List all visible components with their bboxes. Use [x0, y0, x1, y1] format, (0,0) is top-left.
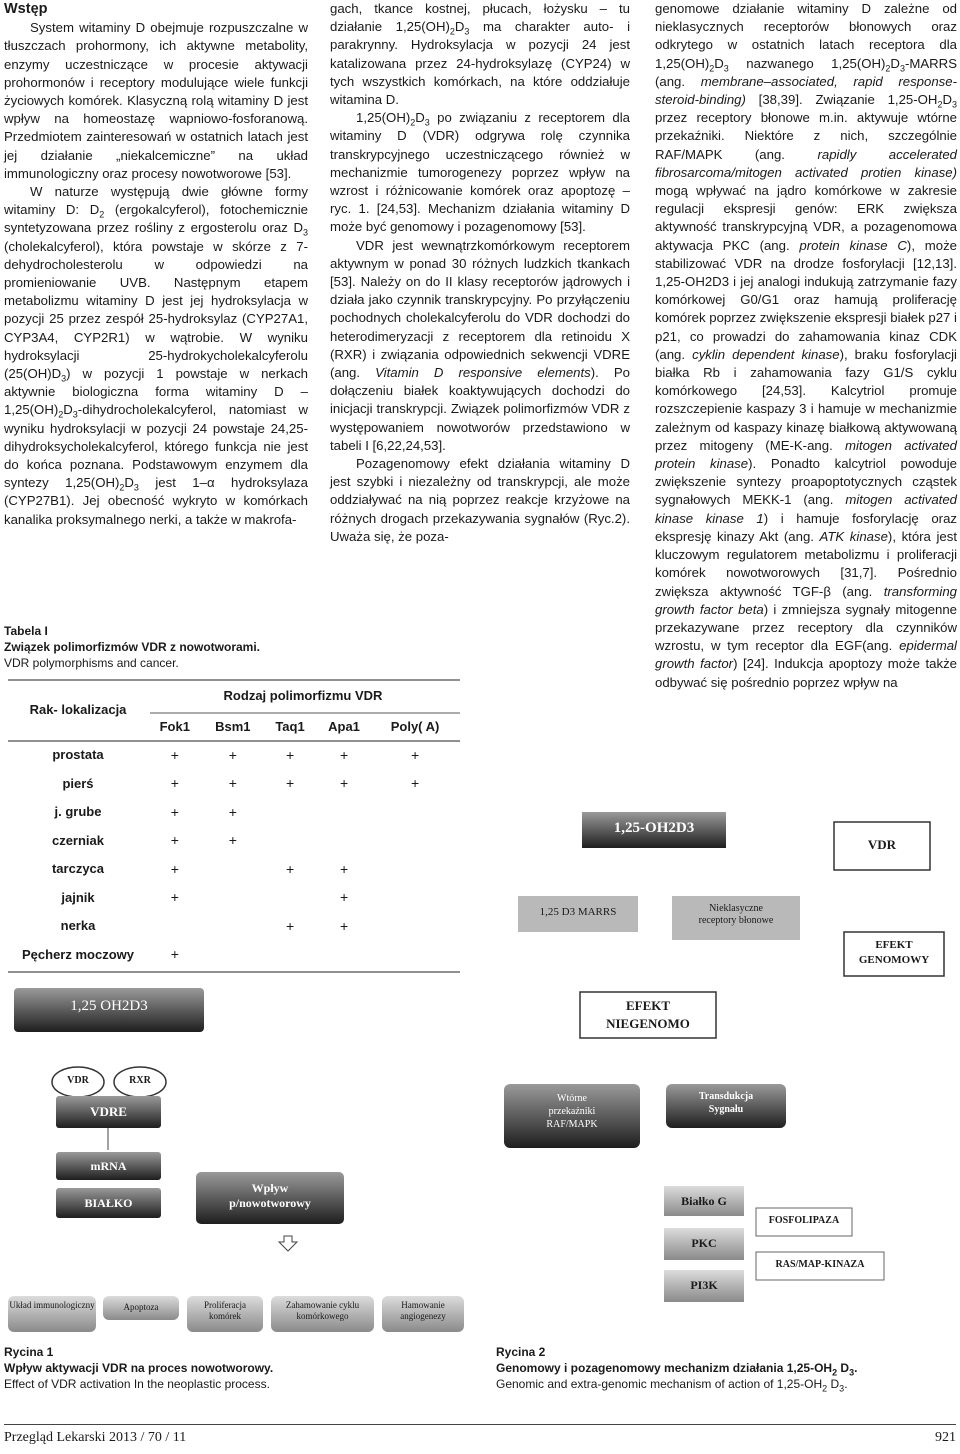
fig2-transdukcja-label: Transdukcja Sygnału	[698, 1091, 754, 1115]
fig2-title-en: Genomic and extra-genomic mechanism of action of $1,25-OH_2$ $D_3$.	[496, 1377, 848, 1394]
footer-rule	[4, 1424, 956, 1425]
table-row: pierś + + + + +	[62, 775, 420, 792]
paragraph: System witaminy D obejmuje rozpuszczalne w tłuszczach prohormony, ich aktywne metabolity, enzymy uczestniczące w procesie aktywacji prohormonów i receptory modulujące wiele funkcji życiowych komórek. Klasyczną rolą witaminy D jest wpływ na homeostazę wapniowo-fosforanową. Przedmiotem zainteresowań w ostatnich latach jest jej działanie „niekalcemiczne” na układ immunologiczny oraz procesy nowotworowe [53].	[4, 20, 308, 181]
fig1-bialko-label: BIAŁKO	[84, 1196, 133, 1210]
paragraph: $1,25(OH)_2D_3$ po związaniu z receptorem dla witaminy D (VDR) odgrywa rolę czynnika transkrypcyjnego uczestniczącego również w mechanizmie tumorogenezy poprzez wpływ na wzrost i różnicowanie komórek oraz apoptozę – ryc. 1. [24,53]. Mechanizm działania witaminy D może być genomowy i pozagenomowy [53].	[330, 110, 630, 235]
fig1-effect-4: Zahamowanie cyklu komórkowego	[285, 1300, 360, 1321]
fig1-top-label: 1,25 OH2D3	[70, 998, 148, 1014]
section-heading: Wstęp	[4, 1, 48, 17]
fig2-pkc-label: PKC	[691, 1236, 717, 1250]
table-col-header: Bsm1	[215, 718, 251, 734]
fig2-marrs-label: 1,25 D3 MARRS	[539, 906, 617, 918]
table-row-header: Rak- lokalizacja	[29, 701, 127, 717]
fig1-effect-3: Proliferacja komórek	[204, 1300, 246, 1321]
table-row: nerka + +	[60, 917, 349, 934]
table-col-header: Taq1	[275, 718, 305, 734]
table-title: Związek polimorfizmów VDR z nowotworami.	[4, 640, 261, 654]
paragraph: genomowe działanie witaminy D zależne od nieklasycznych receptorów błonowych oraz odkrytego w ostatnich latach receptora dla $1,25(OH)_2D_3$ nazwanego $1,25(OH)_2D_3$-MARRS (ang. membrane–associated, rapid response-steroid-binding) [38,39]. Związanie $1,25-OH_2D_3$ przez receptory błonowe m.in. aktywuje wtórne przekaźniki. Niektóre z nich, szczególnie RAF/MAPK (ang. rapidly accelerated fibrosarcoma/mitogen activated protien kinase) mogą wpływać na jądro komórkowe w zakresie regulacji ekspresji genów: ERK zwiększa aktywność transkrypcyjną VDR, a pozagenomowa aktywacja PKC (ang. protein kinase C), może stabilizować VDR na drodze fosforylacji [12,13]. 1,25-OH2D3 i jej analogi indukują zatrzymanie fazy komórkowej G0/G1 oraz hamują proliferację komórek poprzez zwiększenie ekspresji białek p27 i p21, co prowadzi do zahamowania kinaz CDK (ang. cyklin dependent kinase), braku fosforylacji białka Rb i zahamowania fazy G1/S cyklu komórkowego [24,53]. Kalcytriol promuje rozszczepienie kaspazy 3 i hamuje w mechanizmie zależnym od kaspazy kinazę białkową aktywowaną przez mitogeny (ME-K-ang. mitogen activated protein kinase). Ponadto kalcytriol powoduje zwiększenie syntezy proapoptotycznych cząstek sygnałowych MEKK-1 (ang. mitogen activated kinase kinase 1) i hamuje fosforylację oraz ekspresję kinazy Akt (ang. ATK kinase), która jest kluczowym regulatorem metabolizmu i proliferacji komórek nowotworowych [31,7]. Pośrednio zwiększa aktywność TGF-β (ang. transforming growth factor beta) i zmniejsza sygnały mitogenne przekazywane przez receptory dla czynników wzrostu, w tym receptor dla EGF(ang. epidermal growth factor) [24]. Indukcja apoptozy może także odbywać się pośrednio poprzez wpływ na	[655, 1, 958, 690]
fig2-wtorne-label: Wtórne przekaźniki RAF/MAPK	[546, 1093, 598, 1130]
paragraph: Pozagenomowy efekt działania witaminy D jest szybki i niezależny od transkrypcji, ale może oddziaływać na nią poprzez reakcje krzyżowe na różnych drogach przekazywania sygnałów (Ryc.2). Uważa się, że poza-	[330, 456, 630, 544]
table-row: j. grube + +	[54, 803, 237, 820]
fig2-vdr-label: VDR	[867, 837, 897, 852]
table-row: jajnik + +	[61, 889, 349, 906]
fig2-top-label: 1,25-OH2D3	[613, 820, 695, 836]
table-row: czerniak + +	[51, 832, 237, 849]
footer-journal: Przegląd Lekarski 2013 / 70 / 11	[4, 1430, 187, 1445]
table-row: prostata + + + + +	[52, 746, 420, 763]
paragraph: W naturze występują dwie główne formy witaminy D: $D_2$ (ergokalcyferol), fotochemicznie syntetyzowana przez rośliny z ergosterolu oraz $D_3$ (cholekalcyferol), która powstaje w skórze z 7-dehydrocholesterolu w odpowiedzi na promieniowanie UVB. Następnym etapem metabolizmu witaminy D jest jej hydroksylacja w pozycji 25 przez zespół 25-hydroksylaz (CYP27A1, CYP3A4, CYP2R1) w wątrobie. W wyniku hydroksylacji 25-hydrokycholekalcyferolu $(25(OH)D_3)$ w pozycji 1 powstaje w nerkach aktywnie biologiczna forma witaminy D – $1,25(OH)_2D_3$-dihydrocholekalcyferol, natomiast w wyniku hydroksylacji w pozycji 24 powstaje 24,25-dihydroksycholekalcyferol, którego funkcja nie jest do końca poznana. Podstawowym enzymem dla syntezy $1,25(OH)_2D_3$ jest 1–α hydroksylaza (CYP27B1). Jej obecność wykryto w komórkach kanalika proksymalnego nerki, a także w makrofa-	[4, 184, 308, 527]
paragraph: VDR jest wewnątrzkomórkowym receptorem aktywnym w ponad 30 różnych ludzkich tkankach [53]. Należy on do II klasy receptorów jądrowych i działa jako czynnik transkrypcyjny. Po przyłączeniu pochodnych cholekalcyferolu do VDR dochodzi do heterodimeryzacji z receptorem dla retinoidu X (RXR) i związania odpowiednich sekwencji VDRE (ang. Vitamin D responsive elements). Po dołączeniu białek koaktywujących dochodzi do inicjacji transkrypcji. Związek polimorfizmów VDR z występowaniem nowotworów przedstawiono w tabeli I [6,22,24,53].	[330, 237, 630, 453]
fig2-efekt-gen-label: EFEKT GENOMOWY	[858, 939, 930, 966]
paragraph: gach, tkance kostnej, płucach, łożysku – tu działanie $1,25(OH)_2D_3$ ma charakter auto- i parakrynny. Hydroksylacja w pozycji 24 jest katalizowana przez 24-hydroksylazę (CYP24) w tych wszystkich komórkach, na które oddziałuje witamina D.	[330, 1, 630, 108]
table-group-header: Rodzaj polimorfizmu VDR	[223, 687, 383, 703]
fig1-title: Wpływ aktywacji VDR na proces nowotworowy.	[4, 1361, 274, 1375]
fig1-vdre-label: VDRE	[90, 1104, 127, 1119]
table-col-header: Fok1	[159, 718, 190, 734]
fig1-rxr-label: RXR	[129, 1075, 151, 1086]
fig1-mrna-label: mRNA	[90, 1159, 127, 1173]
fig2-pi3k-label: PI3K	[690, 1278, 718, 1292]
fig1-effect-1: Układ immunologiczny	[9, 1300, 95, 1310]
table-title-en: VDR polymorphisms and cancer.	[4, 656, 179, 670]
fig1-effect-2: Apoptoza	[123, 1302, 159, 1312]
table-col-header: Poly( A)	[390, 718, 440, 734]
fig2-niekl-label: Nieklasyczne receptory błonowe	[698, 903, 774, 926]
fig2-bialko-g-label: Białko G	[681, 1194, 727, 1208]
table-row: tarczyca + + +	[51, 860, 349, 877]
fig1-label: Rycina 1	[4, 1345, 54, 1359]
table-label: Tabela I	[4, 624, 48, 638]
fig2-rasmap-label: RAS/MAP-KINAZA	[775, 1259, 865, 1270]
fig1-title-en: Effect of VDR activation In the neoplastic process.	[4, 1377, 270, 1391]
fig2-title: Genomowy i pozagenomowy mechanizm działania $1,25-OH_2$ $D_3$.	[496, 1361, 858, 1378]
fig1-effect-5: Hamowanie angiogenezy	[400, 1300, 446, 1321]
table-row: Pęcherz moczowy +	[22, 946, 179, 963]
fig2-label: Rycina 2	[496, 1345, 546, 1359]
footer-page-number: 921	[935, 1430, 956, 1445]
table-col-header: Apa1	[328, 718, 360, 734]
fig1-vdr-label: VDR	[67, 1075, 89, 1086]
fig1-wplyw-label: Wpływ p/nowotworowy	[229, 1181, 311, 1210]
fig2-fosfolipaza-label: FOSFOLIPAZA	[768, 1215, 840, 1226]
figure-2-caption	[496, 1344, 857, 1392]
fig2-efekt-niegen-label: EFEKT NIEGENOMO	[606, 998, 690, 1031]
